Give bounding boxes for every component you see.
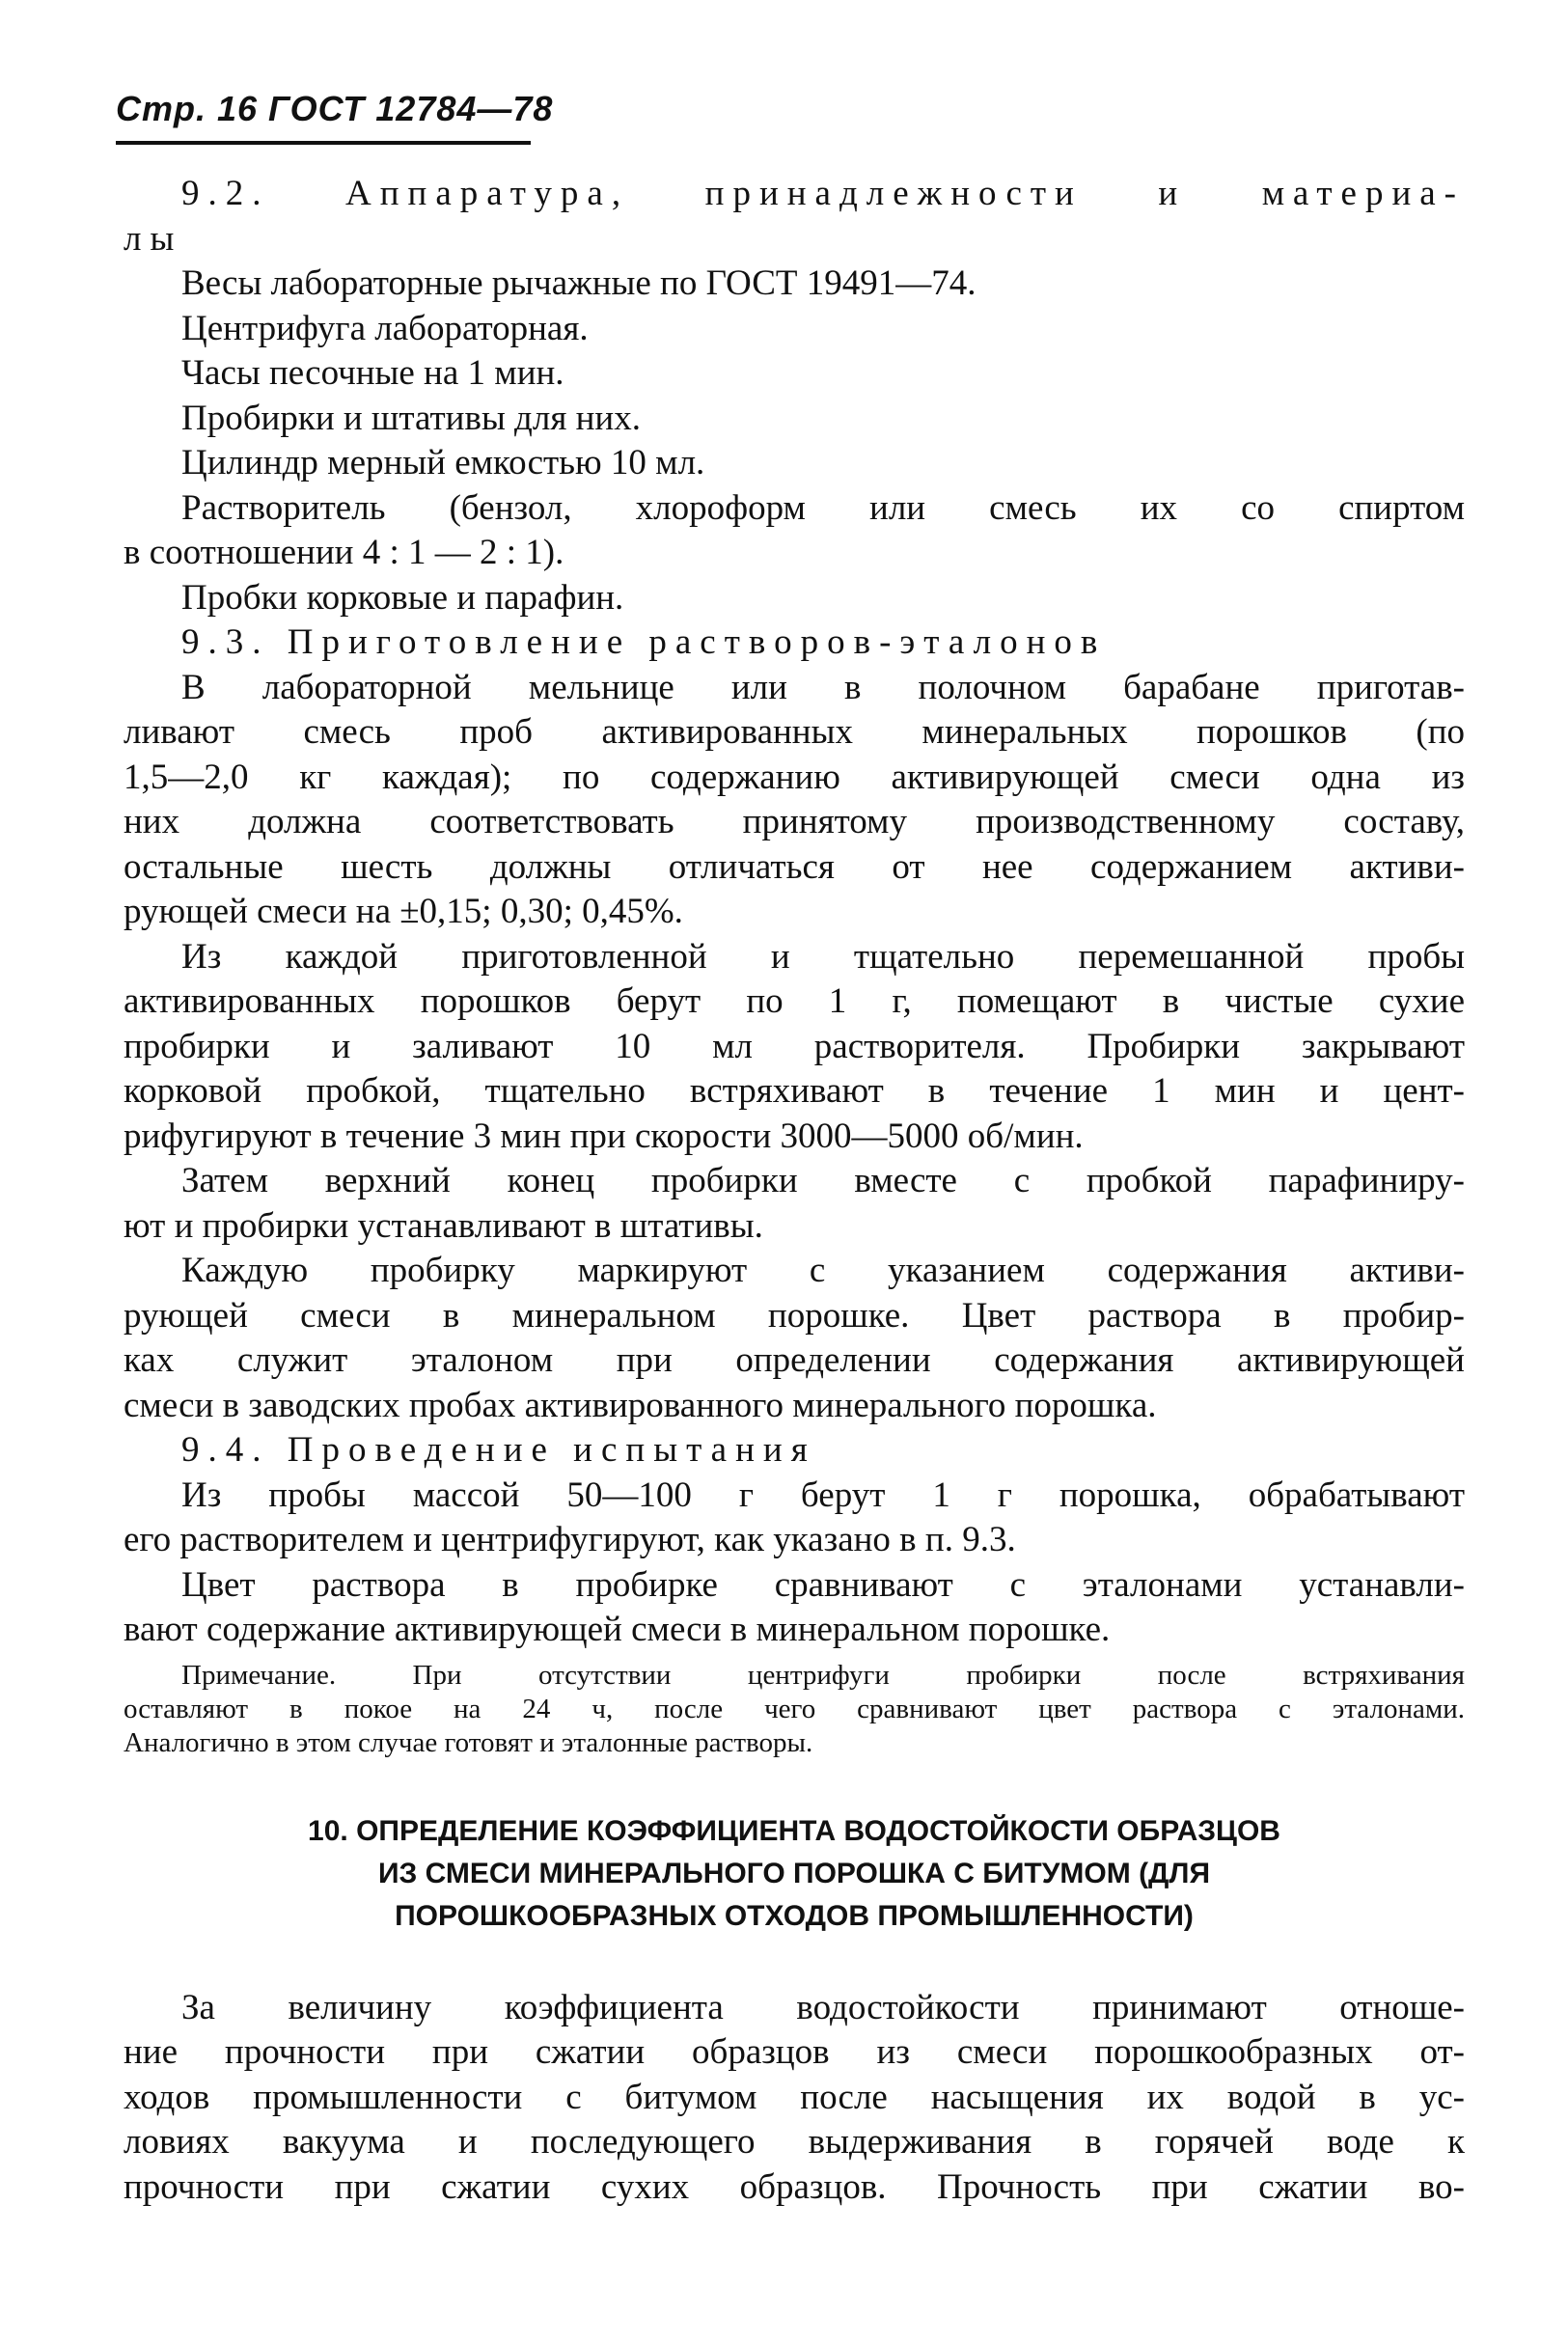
paragraph-line: смеси в заводских пробах активированного минерального порошка.	[124, 1385, 1157, 1425]
note-line: Аналогично в этом случае готовят и эталонные растворы.	[124, 1726, 813, 1758]
paragraph-line: ках служит эталоном при определении содержания активирующей	[124, 1340, 1465, 1380]
list-item: Часы песочные на 1 мин.	[181, 353, 564, 393]
paragraph-line: ние прочности при сжатии образцов из смеси порошкообразных от-	[124, 2032, 1465, 2072]
section-9-2	[124, 172, 1465, 620]
section-title-line: ПОРОШКООБРАЗНЫХ ОТХОДОВ ПРОМЫШЛЕННОСТИ)	[395, 1899, 1194, 1932]
paragraph-line: В лабораторной мельнице или в полочном барабане приготав-	[181, 667, 1465, 707]
section-heading-cont: лы	[124, 218, 183, 259]
section-10	[124, 1810, 1465, 2211]
paragraph-line: остальные шесть должны отличаться от нее содержанием активи-	[124, 846, 1465, 887]
header-rule	[116, 141, 531, 145]
list-item: Пробки корковые и парафин.	[181, 577, 624, 618]
paragraph-line: активированных порошков берут по 1 г, помещают в чистые сухие	[124, 981, 1465, 1021]
paragraph-line: Каждую пробирку маркируют с указанием содержания активи-	[181, 1251, 1465, 1290]
paragraph-line: ходов промышленности с битумом после насыщения их водой в ус-	[124, 2077, 1465, 2117]
section-9-3	[124, 620, 1465, 1428]
spacer	[181, 1760, 1465, 1810]
paragraph-line: рующей смеси в минеральном порошке. Цвет раствора в пробир-	[124, 1295, 1465, 1336]
paragraph-line: рующей смеси на ±0,15; 0,30; 0,45%.	[124, 892, 683, 931]
list-item: Весы лабораторные рычажные по ГОСТ 19491—74.	[181, 263, 977, 303]
page-header: Стр. 16 ГОСТ 12784—78	[116, 89, 554, 128]
note-line: оставляют в покое на 24 ч, после чего сравнивают цвет раствора с эталонами.	[124, 1693, 1465, 1724]
list-item-cont: в соотношении 4 : 1 — 2 : 1).	[124, 533, 564, 572]
paragraph-line: корковой пробкой, тщательно встряхивают в течение 1 мин и цент-	[124, 1071, 1465, 1111]
paragraph-line: рифугируют в течение 3 мин при скорости 3000—5000 об/мин.	[124, 1116, 1084, 1156]
spacer	[181, 1938, 1465, 1986]
list-item: Цилиндр мерный емкостью 10 мл.	[181, 443, 705, 482]
paragraph-line: прочности при сжатии сухих образцов. Прочность при сжатии во-	[124, 2166, 1465, 2207]
section-title-line: 10. ОПРЕДЕЛЕНИЕ КОЭФФИЦИЕНТА ВОДОСТОЙКОСТИ ОБРАЗЦОВ	[308, 1814, 1280, 1847]
section-9-4	[124, 1428, 1465, 1760]
paragraph-line: ют и пробирки устанавливают в штативы.	[124, 1205, 763, 1246]
paragraph-line: вают содержание активирующей смеси в минеральном порошке.	[124, 1610, 1111, 1649]
section-title-line: ИЗ СМЕСИ МИНЕРАЛЬНОГО ПОРОШКА С БИТУМОМ (ДЛЯ	[377, 1857, 1211, 1889]
paragraph-line: Цвет раствора в пробирке сравнивают с эталонами устанавли-	[181, 1564, 1465, 1605]
note-line: Примечание. При отсутствии центрифуги пробирки после встряхивания	[181, 1659, 1465, 1691]
paragraph-line: них должна соответствовать принятому производственному составу,	[124, 802, 1465, 841]
list-item: Центрифуга лабораторная.	[181, 308, 589, 348]
paragraph-line: ливают смесь проб активированных минеральных порошков (по	[124, 712, 1465, 752]
paragraph-line: Из пробы массой 50—100 г берут 1 г порошка, обрабатывают	[181, 1475, 1465, 1515]
paragraph-line: 1,5—2,0 кг каждая); по содержанию активирующей смеси одна из	[124, 757, 1465, 797]
document-body	[124, 172, 1465, 2210]
paragraph-line: пробирки и заливают 10 мл растворителя. Пробирки закрывают	[124, 1026, 1465, 1066]
list-item: Пробирки и штативы для них.	[181, 398, 641, 438]
section-heading: 9.2. Аппаратура, принадлежности и материа-	[181, 174, 1465, 213]
paragraph-line: ловиях вакуума и последующего выдерживания в горячей воде к	[124, 2122, 1465, 2162]
section-heading: 9.3. Приготовление растворов-эталонов	[181, 622, 1107, 662]
paragraph-line: Из каждой приготовленной и тщательно перемешанной пробы	[181, 936, 1465, 977]
paragraph-line: его растворителем и центрифугируют, как указано в п. 9.3.	[124, 1520, 1016, 1559]
list-item: Растворитель (бензол, хлороформ или смесь их со спиртом	[181, 487, 1465, 528]
paragraph-line: За величину коэффициента водостойкости принимают отноше-	[181, 1987, 1465, 2027]
paragraph-line: Затем верхний конец пробирки вместе с пробкой парафиниру-	[181, 1161, 1465, 1200]
section-heading: 9.4. Проведение испытания	[181, 1430, 816, 1470]
